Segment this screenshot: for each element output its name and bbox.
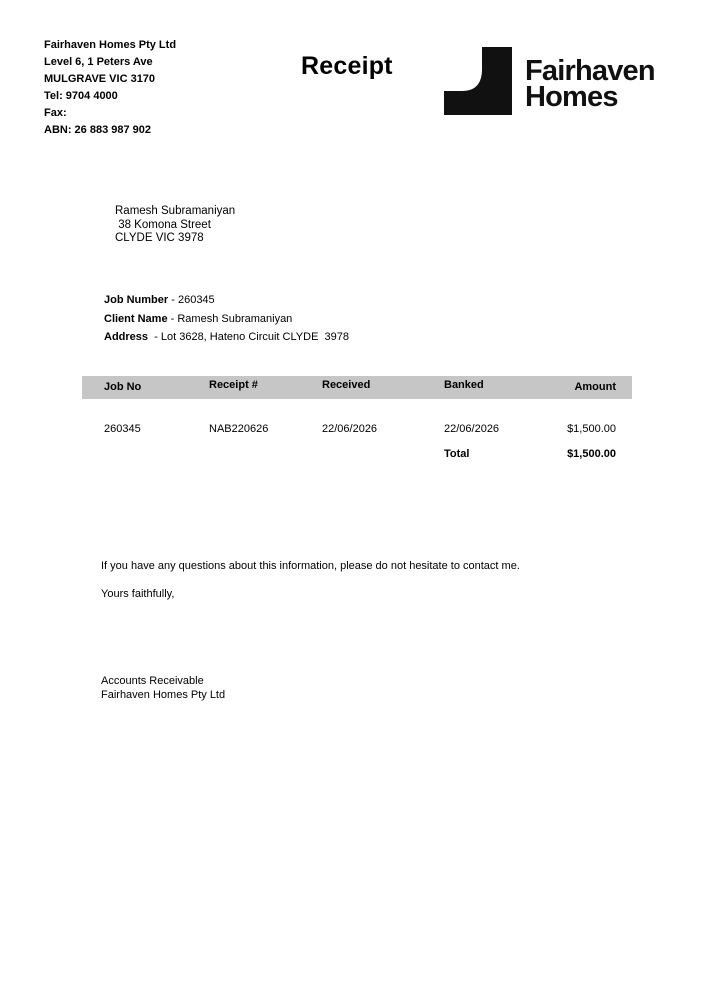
company-abn: ABN: 26 883 987 902 — [44, 124, 152, 136]
document-title: Receipt — [301, 52, 393, 80]
salutation: Yours faithfully, — [101, 588, 175, 600]
job-number-line — [104, 291, 349, 310]
column-header-job-no: Job No — [104, 381, 142, 393]
recipient-city: CLYDE VIC 3978 — [115, 232, 204, 244]
job-number-label: Job Number — [104, 294, 169, 306]
company-logo-icon — [444, 47, 512, 115]
recipient-street: 38 Komona Street — [115, 218, 211, 231]
receipt-table-header — [82, 376, 632, 399]
column-header-receipt: Receipt # — [209, 379, 258, 391]
column-header-banked: Banked — [444, 379, 484, 391]
total-value: $1,500.00 — [567, 448, 616, 460]
client-name-line — [104, 310, 349, 329]
questions-paragraph: If you have any questions about this information, please do not hesitate to contact me. — [101, 560, 520, 572]
signoff-title: Accounts Receivable — [101, 675, 204, 687]
job-info — [104, 291, 349, 347]
company-tel: Tel: 9704 4000 — [44, 90, 118, 102]
recipient-address — [115, 205, 235, 246]
company-address-line2: MULGRAVE VIC 3170 — [44, 73, 156, 85]
cell-received: 22/06/2026 — [322, 423, 378, 435]
cell-receipt: NAB220626 — [209, 423, 269, 435]
cell-banked: 22/06/2026 — [444, 423, 500, 435]
company-address-line1: Level 6, 1 Peters Ave — [44, 56, 153, 68]
job-number-value: - 260345 — [168, 294, 215, 306]
company-details — [44, 37, 176, 139]
address-label: Address — [104, 331, 149, 343]
company-name: Fairhaven Homes Pty Ltd — [44, 39, 177, 51]
signoff-block — [101, 674, 225, 702]
column-header-amount: Amount — [574, 381, 616, 393]
cell-amount: $1,500.00 — [567, 423, 616, 435]
address-value: - Lot 3628, Hateno Circuit CLYDE 3978 — [148, 331, 349, 343]
column-header-received: Received — [322, 379, 371, 391]
signoff-company: Fairhaven Homes Pty Ltd — [101, 689, 226, 701]
logo-line1: Fairhaven — [525, 55, 655, 87]
total-label: Total — [444, 448, 470, 460]
company-fax: Fax: — [44, 107, 67, 119]
client-name-value: - Ramesh Subramaniyan — [167, 312, 293, 325]
address-line — [104, 328, 349, 347]
cell-job-no: 260345 — [104, 423, 141, 435]
logo-line2: Homes — [525, 81, 618, 113]
recipient-name: Ramesh Subramaniyan — [115, 205, 236, 217]
logo-wordmark — [525, 55, 655, 113]
client-name-label: Client Name — [104, 312, 168, 325]
